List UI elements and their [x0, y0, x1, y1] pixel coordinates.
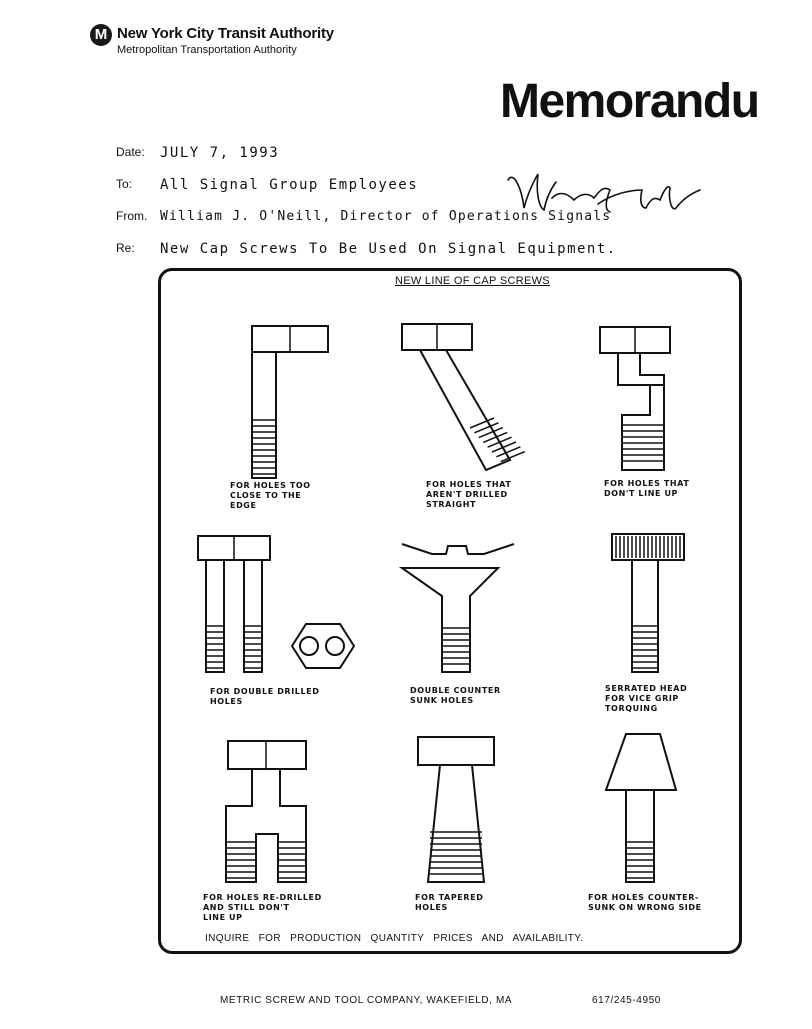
- footer-company: METRIC SCREW AND TOOL COMPANY, WAKEFIELD, MA: [220, 995, 513, 1006]
- caption-double-drilled: FOR DOUBLE DRILLED HOLES: [210, 687, 320, 706]
- from-value: William J. O'Neill, Director of Operations Signals: [160, 209, 612, 224]
- inquire-line: INQUIRE FOR PRODUCTION QUANTITY PRICES AND AVAILABILITY.: [205, 933, 584, 944]
- mta-logo-icon: M: [90, 24, 112, 46]
- to-label: To:: [116, 177, 133, 191]
- re-label: Re:: [116, 241, 135, 255]
- date-value: JULY 7, 1993: [160, 145, 280, 161]
- caption-serrated-head: SERRATED HEAD FOR VICE GRIP TORQUING: [605, 684, 688, 713]
- date-label: Date:: [116, 145, 145, 159]
- caption-dont-line-up: FOR HOLES THAT DON'T LINE UP: [604, 479, 690, 498]
- screw-split-shank-icon: [226, 741, 306, 882]
- screw-double-countersunk-icon: [402, 544, 514, 672]
- caption-re-drilled: FOR HOLES RE-DRILLED AND STILL DON'T LINE UP: [203, 893, 322, 922]
- re-value: New Cap Screws To Be Used On Signal Equipment.: [160, 241, 617, 257]
- screw-double-shank-icon: [198, 536, 354, 672]
- caption-double-countersunk: DOUBLE COUNTER SUNK HOLES: [410, 686, 501, 705]
- caption-tapered-holes: FOR TAPERED HOLES: [415, 893, 484, 912]
- footer-phone: 617/245-4950: [592, 995, 661, 1006]
- screw-bent-shank-icon: [402, 324, 510, 470]
- caption-countersunk-wrong-side: FOR HOLES COUNTER- SUNK ON WRONG SIDE: [588, 893, 702, 912]
- from-label: From.: [116, 209, 148, 223]
- flyer-title: NEW LINE OF CAP SCREWS: [395, 275, 550, 287]
- memorandum-title: Memorandu: [500, 75, 759, 128]
- screw-serrated-head-icon: [612, 534, 684, 672]
- org-name: New York City Transit Authority: [117, 25, 334, 42]
- caption-close-to-edge: FOR HOLES TOO CLOSE TO THE EDGE: [230, 481, 311, 510]
- screw-tapered-shank-icon: [418, 737, 494, 882]
- to-value: All Signal Group Employees: [160, 177, 419, 193]
- sub-org-name: Metropolitan Transportation Authority: [117, 44, 297, 56]
- caption-not-straight: FOR HOLES THAT AREN'T DRILLED STRAIGHT: [426, 480, 512, 509]
- screw-offset-head-icon: [252, 326, 328, 478]
